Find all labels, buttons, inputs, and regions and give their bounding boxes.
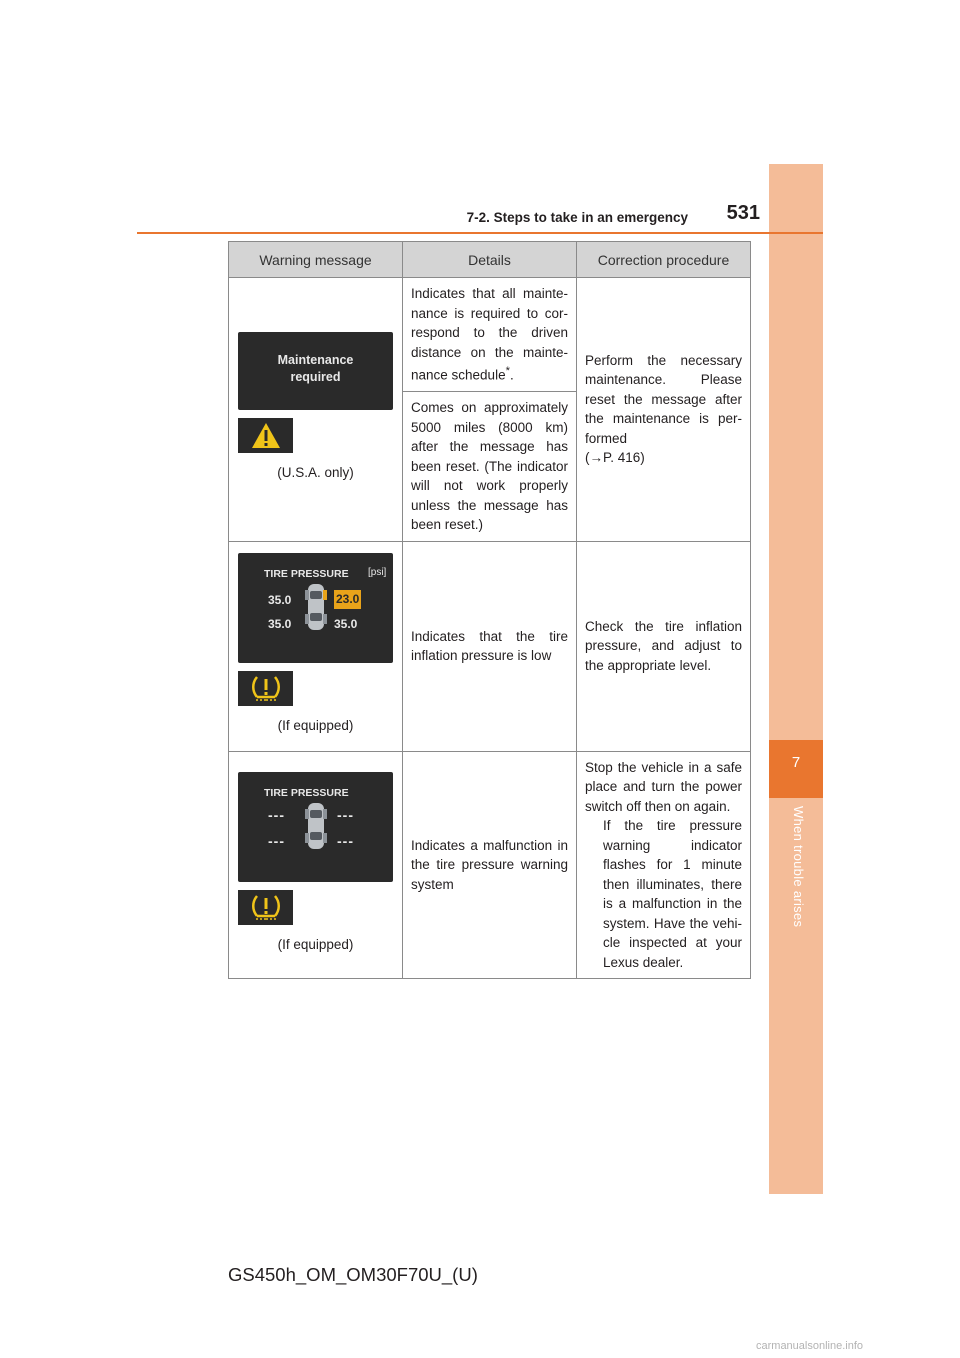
column-header-correction: Correction procedure (577, 242, 751, 278)
tire-pressure-warning-lamp (238, 671, 293, 706)
maintenance-correction-text: Perform the necessary maintenance. Please reset the message after the maintenance is performed (585, 352, 742, 446)
tire-rear-right-dash: --- (337, 832, 354, 849)
chapter-number: 7 (791, 754, 801, 771)
section-title: 7-2. Steps to take in an emergency (466, 210, 688, 225)
maintenance-correction (577, 278, 751, 542)
table-header-row (229, 242, 751, 278)
tire-malfunction-caption: (If equipped) (277, 936, 354, 952)
tire-low-correction: Check the tire inflation pressure, and adjust to the appropriate level. (577, 541, 751, 751)
tire-low-caption: (If equipped) (277, 717, 354, 733)
tire-rear-left-value: 35.0 (268, 616, 292, 631)
document-code: GS450h_OM_OM30F70U_(U) (228, 1264, 478, 1285)
car-top-view-icon (305, 583, 327, 631)
tire-malfunction-details: Indicates a malfunction in the tire pressure warning system (403, 751, 577, 979)
footnote-mark: * (505, 365, 510, 377)
master-warning-lamp (238, 418, 293, 453)
tire-malfunction-display-screen (238, 772, 393, 882)
tire-pressure-warning-lamp (238, 890, 293, 925)
tire-malfunction-correction (577, 751, 751, 979)
column-header-warning-message: Warning message (229, 242, 403, 278)
maintenance-detail-a-end: . (509, 367, 514, 383)
tire-pressure-warning-icon (250, 674, 282, 702)
tire-front-left-dash: --- (268, 806, 285, 823)
tire-pressure-display-screen (238, 553, 393, 663)
tire-low-details: Indicates that the tire inflation pressure is low (403, 541, 577, 751)
maintenance-detail-a (403, 278, 577, 392)
tire-malfunction-correction-note: If the tire pressure warning indicator flashes for 1 minute then illuminates, there is a malfunction in the system. Have the vehicle inspected at your Lexus dealer. (603, 818, 742, 970)
maintenance-display-line2: required (290, 370, 341, 384)
table-row-tire-low (229, 541, 751, 751)
warning-message-table (228, 241, 751, 979)
tire-low-image-cell (229, 541, 403, 751)
watermark: carmanualsonline.info (756, 1340, 864, 1352)
header-rule (137, 232, 823, 234)
chapter-side-tab (769, 164, 823, 1194)
maintenance-detail-b: Comes on approximately 5000 miles (8000 km) after the message has been reset. (The indicator will not work properly unless the message has been reset.) (403, 392, 577, 542)
page-number: 531 (726, 202, 760, 224)
column-header-details: Details (403, 242, 577, 278)
tire-pressure-warning-icon (250, 893, 282, 921)
maintenance-display-screen (238, 332, 393, 410)
tire-malfunction-image-cell (229, 751, 403, 979)
maintenance-page-reference[interactable]: (→P. 416) (585, 450, 645, 466)
maintenance-caption: (U.S.A. only) (277, 465, 354, 480)
tire-malfunction-display-title: TIRE PRESSURE (264, 786, 349, 799)
table-row-maintenance (229, 278, 751, 392)
tire-front-right-dash: --- (337, 806, 354, 823)
tire-rear-right-value: 35.0 (334, 616, 358, 631)
tire-rear-left-dash: --- (268, 832, 285, 849)
tire-front-left-value: 35.0 (268, 592, 292, 607)
chapter-label: When trouble arises (791, 806, 806, 928)
warning-triangle-icon (251, 422, 281, 449)
maintenance-detail-a-text: Indicates that all maintenance is required to correspond to the driven distance on the maintenance schedule (411, 286, 568, 383)
tire-malfunction-correction-intro: Stop the vehicle in a safe place and turn the power switch off then on again. (585, 759, 742, 814)
tire-display-title: TIRE PRESSURE (264, 567, 349, 580)
table-row-tire-malfunction (229, 751, 751, 979)
tire-display-unit: [psi] (368, 566, 387, 578)
car-top-view-icon (305, 802, 327, 850)
tire-front-right-value: 23.0 (334, 590, 361, 610)
maintenance-image-cell (229, 278, 403, 542)
maintenance-display-line1: Maintenance (277, 353, 354, 367)
